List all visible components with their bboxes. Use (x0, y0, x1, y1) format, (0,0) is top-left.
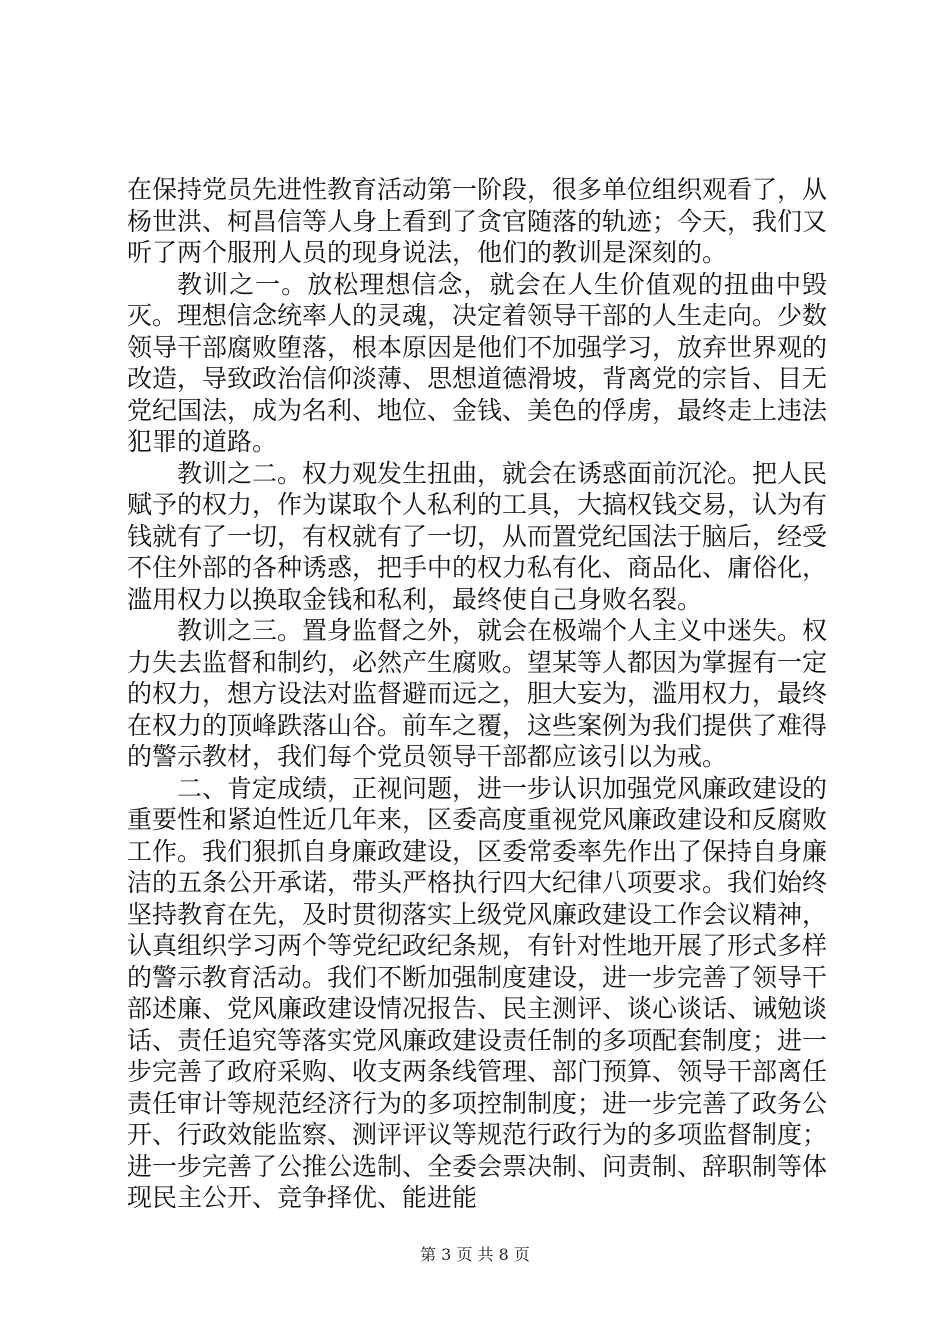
paragraph-lesson-three: 教训之三。置身监督之外，就会在极端个人主义中迷失。权力失去监督和制约，必然产生腐败。望某等人都因为掌握有一定的权力，想方设法对监督避而远之，胆大妄为，滥用权力，最终在权力的顶峰跌落山谷。前车之覆，这些案例为我们提供了难得的警示教材，我们每个党员领导干部都应该引以为戒。 (127, 616, 828, 771)
paragraph-lesson-two: 教训之二。权力观发生扭曲，就会在诱惑面前沉沦。把人民赋予的权力，作为谋取个人私利的工具，大搞权钱交易，认为有钱就有了一切，有权就有了一切，从而置党纪国法于脑后，经受不住外部的各种诱惑，把手中的权力私有化、商品化、庸俗化，滥用权力以换取金钱和私利，最终使自己身败名裂。 (127, 458, 828, 614)
page-footer: 第 3 页 共 8 页 (420, 1245, 530, 1264)
document-body (127, 174, 827, 1214)
paragraph-continuation: 在保持党员先进性教育活动第一阶段，很多单位组织观看了，从杨世洪、柯昌信等人身上看到了贪官随落的轨迹；今天，我们又听了两个服刑人员的现身说法，他们的教训是深刻的。 (127, 175, 828, 267)
paragraph-lesson-one: 教训之一。放松理想信念，就会在人生价值观的扭曲中毁灭。理想信念统率人的灵魂，决定着领导干部的人生走向。少数领导干部腐败堕落，根本原因是他们不加强学习，放弃世界观的改造，导致政治信仰淡薄、思想道德滑坡，背离党的宗旨、目无党纪国法，成为名利、地位、金钱、美色的俘虏，最终走上违法犯罪的道路。 (127, 269, 828, 456)
paragraph-section-two: 二、肯定成绩，正视问题，进一步认识加强党风廉政建设的重要性和紧迫性近几年来，区委高度重视党风廉政建设和反腐败工作。我们狠抓自身廉政建设，区委常委率先作出了保持自身廉洁的五条公开承诺，带头严格执行四大纪律八项要求。我们始终坚持教育在先，及时贯彻落实上级党风廉政建设工作会议精神，认真组织学习两个等党纪政纪条规，有针对性地开展了形式多样的警示教育活动。我们不断加强制度建设，进一步完善了领导干部述廉、党风廉政建设情况报告、民主测评、谈心谈话、诫勉谈话、责任追究等落实党风廉政建设责任制的多项配套制度；进一步完善了政府采购、收支两条线管理、部门预算、领导干部离任责任审计等规范经济行为的多项控制制度；进一步完善了政务公开、行政效能监察、测评评议等规范行政行为的多项监督制度；进一步完善了公推公选制、全委会票决制、问责制、辞职制等体现民主公开、竞争择优、能进能 (127, 773, 828, 1212)
